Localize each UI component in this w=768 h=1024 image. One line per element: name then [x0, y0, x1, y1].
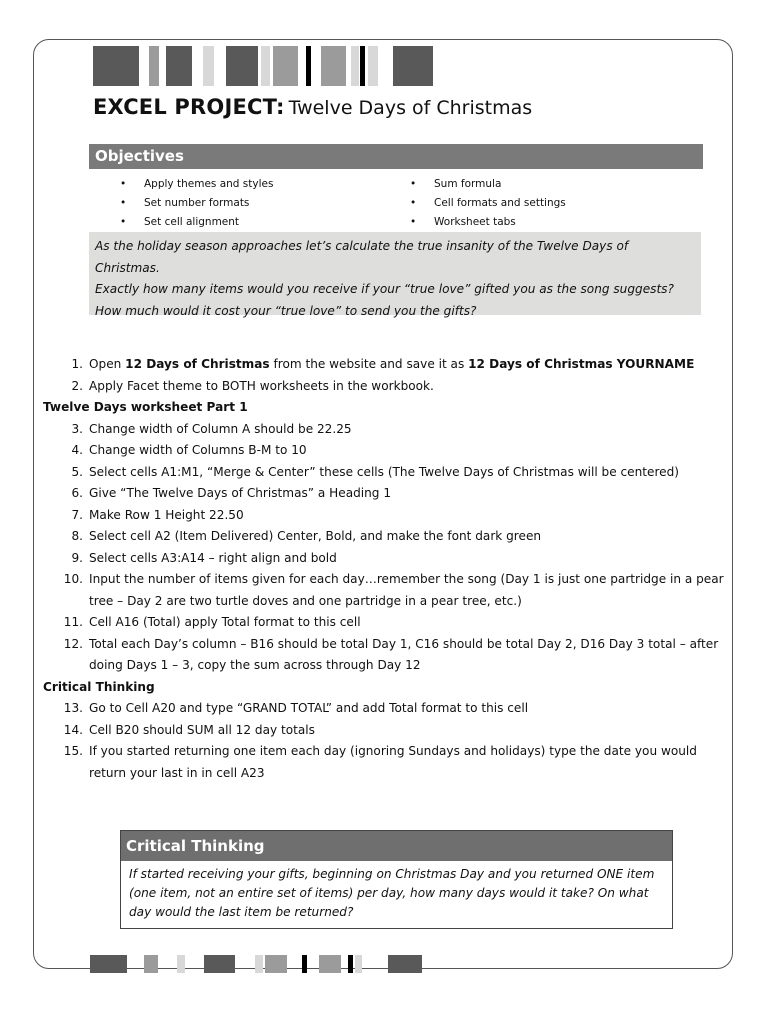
critical-thinking-box [120, 830, 673, 929]
step-6 [43, 483, 733, 505]
objectives-list-right [410, 176, 670, 233]
step-11 [43, 612, 733, 634]
step-number: 7. [71, 507, 83, 522]
objective-item: • Worksheet tabs [410, 214, 670, 233]
critical-thinking-heading: Critical Thinking [121, 831, 672, 861]
step-7 [43, 505, 733, 527]
step-number: 9. [71, 550, 83, 565]
intro-line: Exactly how many items would you receive if your “true love” gifted you as the song suggests? [95, 282, 674, 296]
step-text: Give “The Twelve Days of Christmas” a Heading 1 [89, 486, 392, 500]
objective-item: • Set cell alignment [120, 214, 380, 233]
bottom-decorative-stripes [90, 955, 422, 973]
step-3 [43, 419, 733, 441]
step-number: 14. [63, 722, 83, 737]
objective-item: • Set number formats [120, 195, 380, 214]
step-text: Open [89, 357, 126, 371]
step-text: from the website and save it as [269, 357, 469, 371]
step-text: Input the number of items given for each day…remember the song (Day 1 is just one partridge in a pear tree – Day 2 are two turtle doves and one partridge in a pear tree, etc.) [89, 572, 724, 608]
step-text: Total each Day’s column – B16 should be total Day 1, C16 should be total Day 2, D16 Day 3 total – after doing Days 1 – 3, copy the sum across through Day 12 [89, 636, 719, 672]
step-number: 4. [71, 443, 83, 457]
step-number: 11. [63, 615, 83, 629]
step-10 [43, 569, 733, 612]
objective-item: • Cell formats and settings [410, 195, 670, 214]
step-text: Cell B20 should SUM all 12 day totals [89, 722, 315, 737]
step-text: If you started returning one item each day (ignoring Sundays and holidays) type the date you would return your last in in cell A23 [89, 744, 697, 780]
step-text: Apply Facet theme to BOTH worksheets in the workbook. [89, 378, 434, 393]
step-1 [43, 354, 733, 376]
step-4 [43, 440, 733, 462]
step-text: Select cells A1:M1, “Merge & Center” these cells (The Twelve Days of Christmas will be centered) [89, 464, 679, 479]
step-13 [43, 698, 733, 720]
title-subtitle: Twelve Days of Christmas [288, 97, 533, 119]
step-14 [43, 720, 733, 742]
step-12 [43, 634, 733, 677]
step-text: Go to Cell A20 and type “GRAND TOTAL” and add Total format to this cell [89, 701, 529, 715]
step-number: 6. [71, 486, 83, 500]
step-5 [43, 462, 733, 484]
top-decorative-stripes [93, 46, 433, 86]
step-text: Select cell A2 (Item Delivered) Center, Bold, and make the font dark green [89, 529, 542, 543]
step-file-name: 12 Days of Christmas [125, 357, 270, 371]
step-15 [43, 741, 733, 784]
step-number: 3. [71, 421, 83, 436]
step-number: 2. [71, 378, 83, 393]
step-number: 12. [63, 636, 83, 651]
title-bold: EXCEL PROJECT: [93, 95, 285, 119]
section-heading-part1: Twelve Days worksheet Part 1 [43, 400, 248, 414]
step-8 [43, 526, 733, 548]
step-number: 15. [63, 744, 83, 758]
objective-item: • Apply themes and styles [120, 176, 380, 195]
step-text: Cell A16 (Total) apply Total format to this cell [89, 615, 361, 629]
objectives-heading: Objectives [89, 144, 703, 169]
step-save-name: 12 Days of Christmas YOURNAME [468, 357, 695, 371]
step-number: 1. [71, 357, 83, 371]
step-number: 8. [71, 529, 83, 543]
intro-box [89, 232, 701, 318]
intro-line: As the holiday season approaches let’s calculate the true insanity of the Twelve Days of Christmas. [95, 239, 629, 275]
instruction-steps [43, 354, 733, 784]
intro-line: How much would it cost your “true love” to send you the gifts? [95, 303, 477, 318]
page-title [93, 95, 532, 119]
step-text: Select cells A3:A14 – right align and bold [89, 550, 337, 565]
critical-thinking-text: If started receiving your gifts, beginning on Christmas Day and you returned ONE item (one item, not an entire set of items) per day, how many days would it take? On what day would the last item be returned? [129, 867, 655, 919]
step-text: Make Row 1 Height 22.50 [89, 507, 244, 522]
objectives-list-left [120, 176, 380, 233]
step-text: Change width of Column A should be 22.25 [89, 421, 352, 436]
step-2 [43, 376, 733, 398]
step-9 [43, 548, 733, 570]
step-number: 13. [63, 701, 83, 715]
step-number: 5. [71, 464, 83, 479]
step-number: 10. [63, 572, 83, 586]
section-heading-critical: Critical Thinking [43, 679, 155, 694]
step-text: Change width of Columns B-M to 10 [89, 443, 307, 457]
objective-item: • Sum formula [410, 176, 670, 195]
